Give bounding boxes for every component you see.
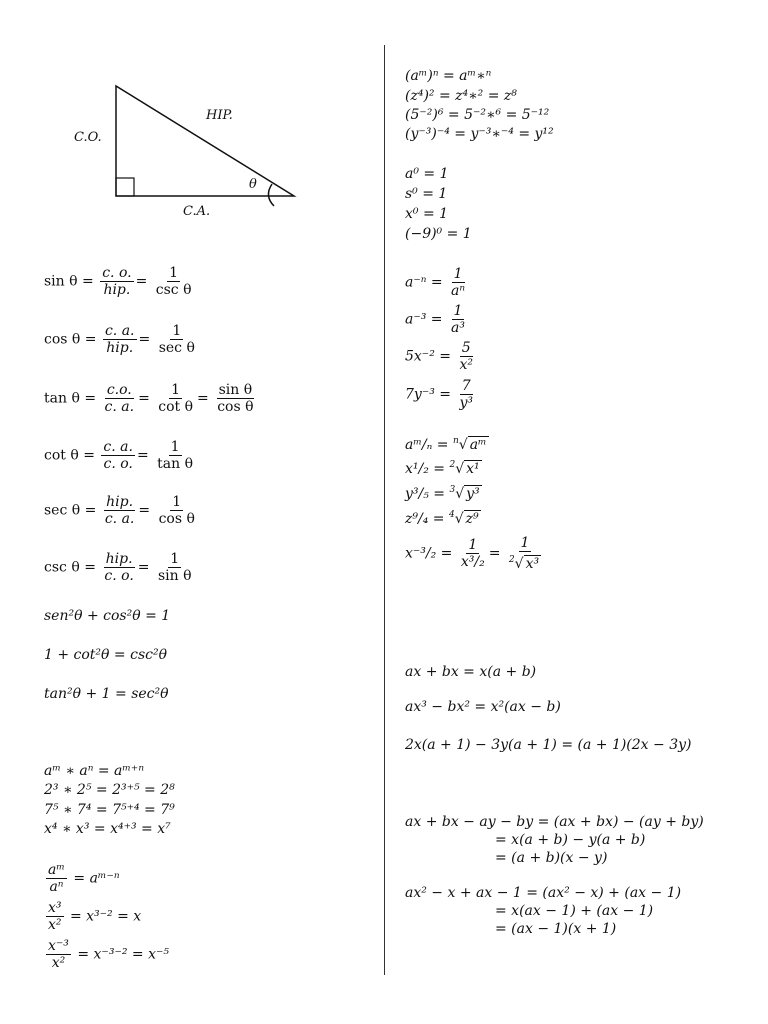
fraction: $\frac{c. a.}{\text{hip.}}$: [104, 323, 135, 356]
fraction: $\frac{\text{hip.}}{c. o.}$: [104, 551, 134, 584]
zero-exp-0: a⁰ = 1: [405, 166, 449, 182]
product-rule-3: x⁴ ∗ x³ = x⁴⁺³ = x⁷: [44, 821, 171, 837]
fraction: $\frac{1}{\text{sec θ}}$: [158, 323, 195, 356]
product-rule-1: 2³ ∗ 2⁵ = 2³⁺⁵ = 2⁸: [44, 782, 175, 798]
fraction: $\frac{1}{\text{tan θ}}$: [157, 439, 194, 472]
trig-cos: cos θ = $\frac{c. a.}{\text{hip.}}$ = $\frac{1}{\text{sec θ}}$: [44, 323, 195, 356]
fraction: $\frac{1}{\text{sin θ}}$: [157, 551, 192, 584]
zero-exp-3: (−9)⁰ = 1: [405, 226, 472, 242]
right-triangle-diagram: [100, 80, 310, 210]
trig-lhs: cot θ =: [44, 447, 95, 464]
label-opposite: C.O.: [74, 130, 102, 145]
fraction: $\frac{7}{\text{y³}}$: [459, 378, 473, 411]
radical-4: x⁻³/₂ = $\frac{1}{\text{x³/₂}}$ = $\frac{1}{^2√ x^3}$: [405, 535, 545, 572]
radical-2: y³/₅ = $^3$√ y³: [405, 485, 480, 502]
trig-tan: tan θ = $\frac{c.o.}{c. a.}$ = $\frac{1}{\text{cot θ}}$ = $\frac{\text{sin θ}}{\text{cos θ}}$: [44, 382, 254, 415]
grouping1-0: ax + bx − ay − by = (ax + bx) − (ay + by): [405, 814, 704, 830]
quotient-rule-1: $\frac{\text{x³}}{\text{x²}}$ = x³⁻² = x: [48, 900, 142, 933]
neg-exp-0: a⁻ⁿ = $\frac{1}{\text{aⁿ}}$: [405, 266, 466, 299]
fraction: $\frac{1}{\text{a³}}$: [450, 303, 465, 336]
triangle-shape: [116, 86, 294, 196]
zero-exp-2: x⁰ = 1: [405, 206, 449, 222]
trig-lhs: csc θ =: [44, 559, 96, 576]
radical-1: x¹/₂ = $^2$√ x¹: [405, 460, 480, 477]
fraction: $\frac{\text{x⁻³}}{\text{x²}}$: [48, 938, 69, 971]
identity-2: 1 + cot²θ = csc²θ: [44, 647, 168, 663]
quotient-rule-2: $\frac{\text{x⁻³}}{\text{x²}}$ = x⁻³⁻² = x⁻⁵: [48, 938, 169, 971]
label-angle: θ: [249, 177, 257, 192]
factoring-1: ax³ − bx² = x²(ax − b): [405, 699, 561, 715]
trig-lhs: sec θ =: [44, 502, 97, 519]
power-rule-3: (y⁻³)⁻⁴ = y⁻³∗⁻⁴ = y¹²: [405, 126, 554, 142]
fraction: $\frac{1}{^2√ x^3}$: [508, 535, 540, 572]
trig-sec: sec θ = $\frac{\text{hip.}}{c. a.}$ = $\frac{1}{\text{cos θ}}$: [44, 494, 195, 527]
fraction: $\frac{\text{aᵐ}}{\text{aⁿ}}$: [48, 862, 65, 895]
radical-3: z⁹/₄ = $^4$√ z⁹: [405, 510, 479, 527]
fraction: $\frac{c. a.}{c. o.}$: [103, 439, 133, 472]
grouping1-2: = (a + b)(x − y): [495, 850, 608, 866]
power-rule-0: (aᵐ)ⁿ = aᵐ∗ⁿ: [405, 68, 492, 84]
factoring-0: ax + bx = x(a + b): [405, 664, 537, 680]
neg-exp-2: 5x⁻² = $\frac{5}{\text{x²}}$: [405, 340, 473, 373]
fraction: $\frac{\text{sin θ}}{\text{cos θ}}$: [217, 382, 254, 415]
neg-exp-3: 7y⁻³ = $\frac{7}{\text{y³}}$: [405, 378, 473, 411]
fraction: $\frac{c.o.}{c. a.}$: [104, 382, 135, 415]
neg-exp-1: a⁻³ = $\frac{1}{\text{a³}}$: [405, 303, 465, 336]
right-angle-marker: [116, 178, 134, 196]
angle-arc: [268, 184, 274, 206]
trig-cot: cot θ = $\frac{c. a.}{c. o.}$ = $\frac{1}{\text{tan θ}}$: [44, 439, 194, 472]
column-divider: [384, 45, 385, 975]
trig-sin: sin θ = $\frac{c. o.}{\text{hip.}}$ = $\frac{1}{\text{csc θ}}$: [44, 265, 192, 298]
radical-0: aᵐ/ₙ = $^n$√ aᵐ: [405, 436, 487, 453]
product-rule-0: aᵐ ∗ aⁿ = aᵐ⁺ⁿ: [44, 763, 144, 779]
fraction: $\frac{\text{hip.}}{c. a.}$: [104, 494, 135, 527]
trig-lhs: sin θ =: [44, 273, 94, 290]
label-hypotenuse: HIP.: [206, 108, 233, 123]
fraction: $\frac{1}{\text{csc θ}}$: [155, 265, 192, 298]
identity-1: sen²θ + cos²θ = 1: [44, 608, 171, 624]
grouping2-0: ax² − x + ax − 1 = (ax² − x) + (ax − 1): [405, 885, 682, 901]
trig-lhs: cos θ =: [44, 331, 97, 348]
product-rule-2: 7⁵ ∗ 7⁴ = 7⁵⁺⁴ = 7⁹: [44, 802, 175, 818]
fraction: $\frac{1}{\text{cos θ}}$: [158, 494, 195, 527]
fraction: $\frac{5}{\text{x²}}$: [459, 340, 473, 373]
identity-3: tan²θ + 1 = sec²θ: [44, 686, 169, 702]
grouping2-1: = x(ax − 1) + (ax − 1): [495, 903, 654, 919]
fraction: $\frac{1}{\text{aⁿ}}$: [451, 266, 466, 299]
trig-lhs: tan θ =: [44, 390, 97, 407]
label-adjacent: C.A.: [183, 204, 211, 219]
fraction: $\frac{\text{x³}}{\text{x²}}$: [48, 900, 62, 933]
fraction: $\frac{c. o.}{\text{hip.}}$: [102, 265, 132, 298]
fraction: $\frac{1}{\text{cot θ}}$: [158, 382, 194, 415]
zero-exp-1: s⁰ = 1: [405, 186, 448, 202]
trig-csc: csc θ = $\frac{\text{hip.}}{c. o.}$ = $\frac{1}{\text{sin θ}}$: [44, 551, 192, 584]
power-rule-2: (5⁻²)⁶ = 5⁻²∗⁶ = 5⁻¹²: [405, 107, 550, 123]
grouping1-1: = x(a + b) − y(a + b): [495, 832, 646, 848]
factoring-2: 2x(a + 1) − 3y(a + 1) = (a + 1)(2x − 3y): [405, 737, 692, 753]
quotient-rule-0: $\frac{\text{aᵐ}}{\text{aⁿ}}$ = aᵐ⁻ⁿ: [48, 862, 120, 895]
fraction: $\frac{1}{\text{x³/₂}}$: [460, 537, 485, 570]
grouping2-2: = (ax − 1)(x + 1): [495, 921, 617, 937]
power-rule-1: (z⁴)² = z⁴∗² = z⁸: [405, 88, 517, 104]
